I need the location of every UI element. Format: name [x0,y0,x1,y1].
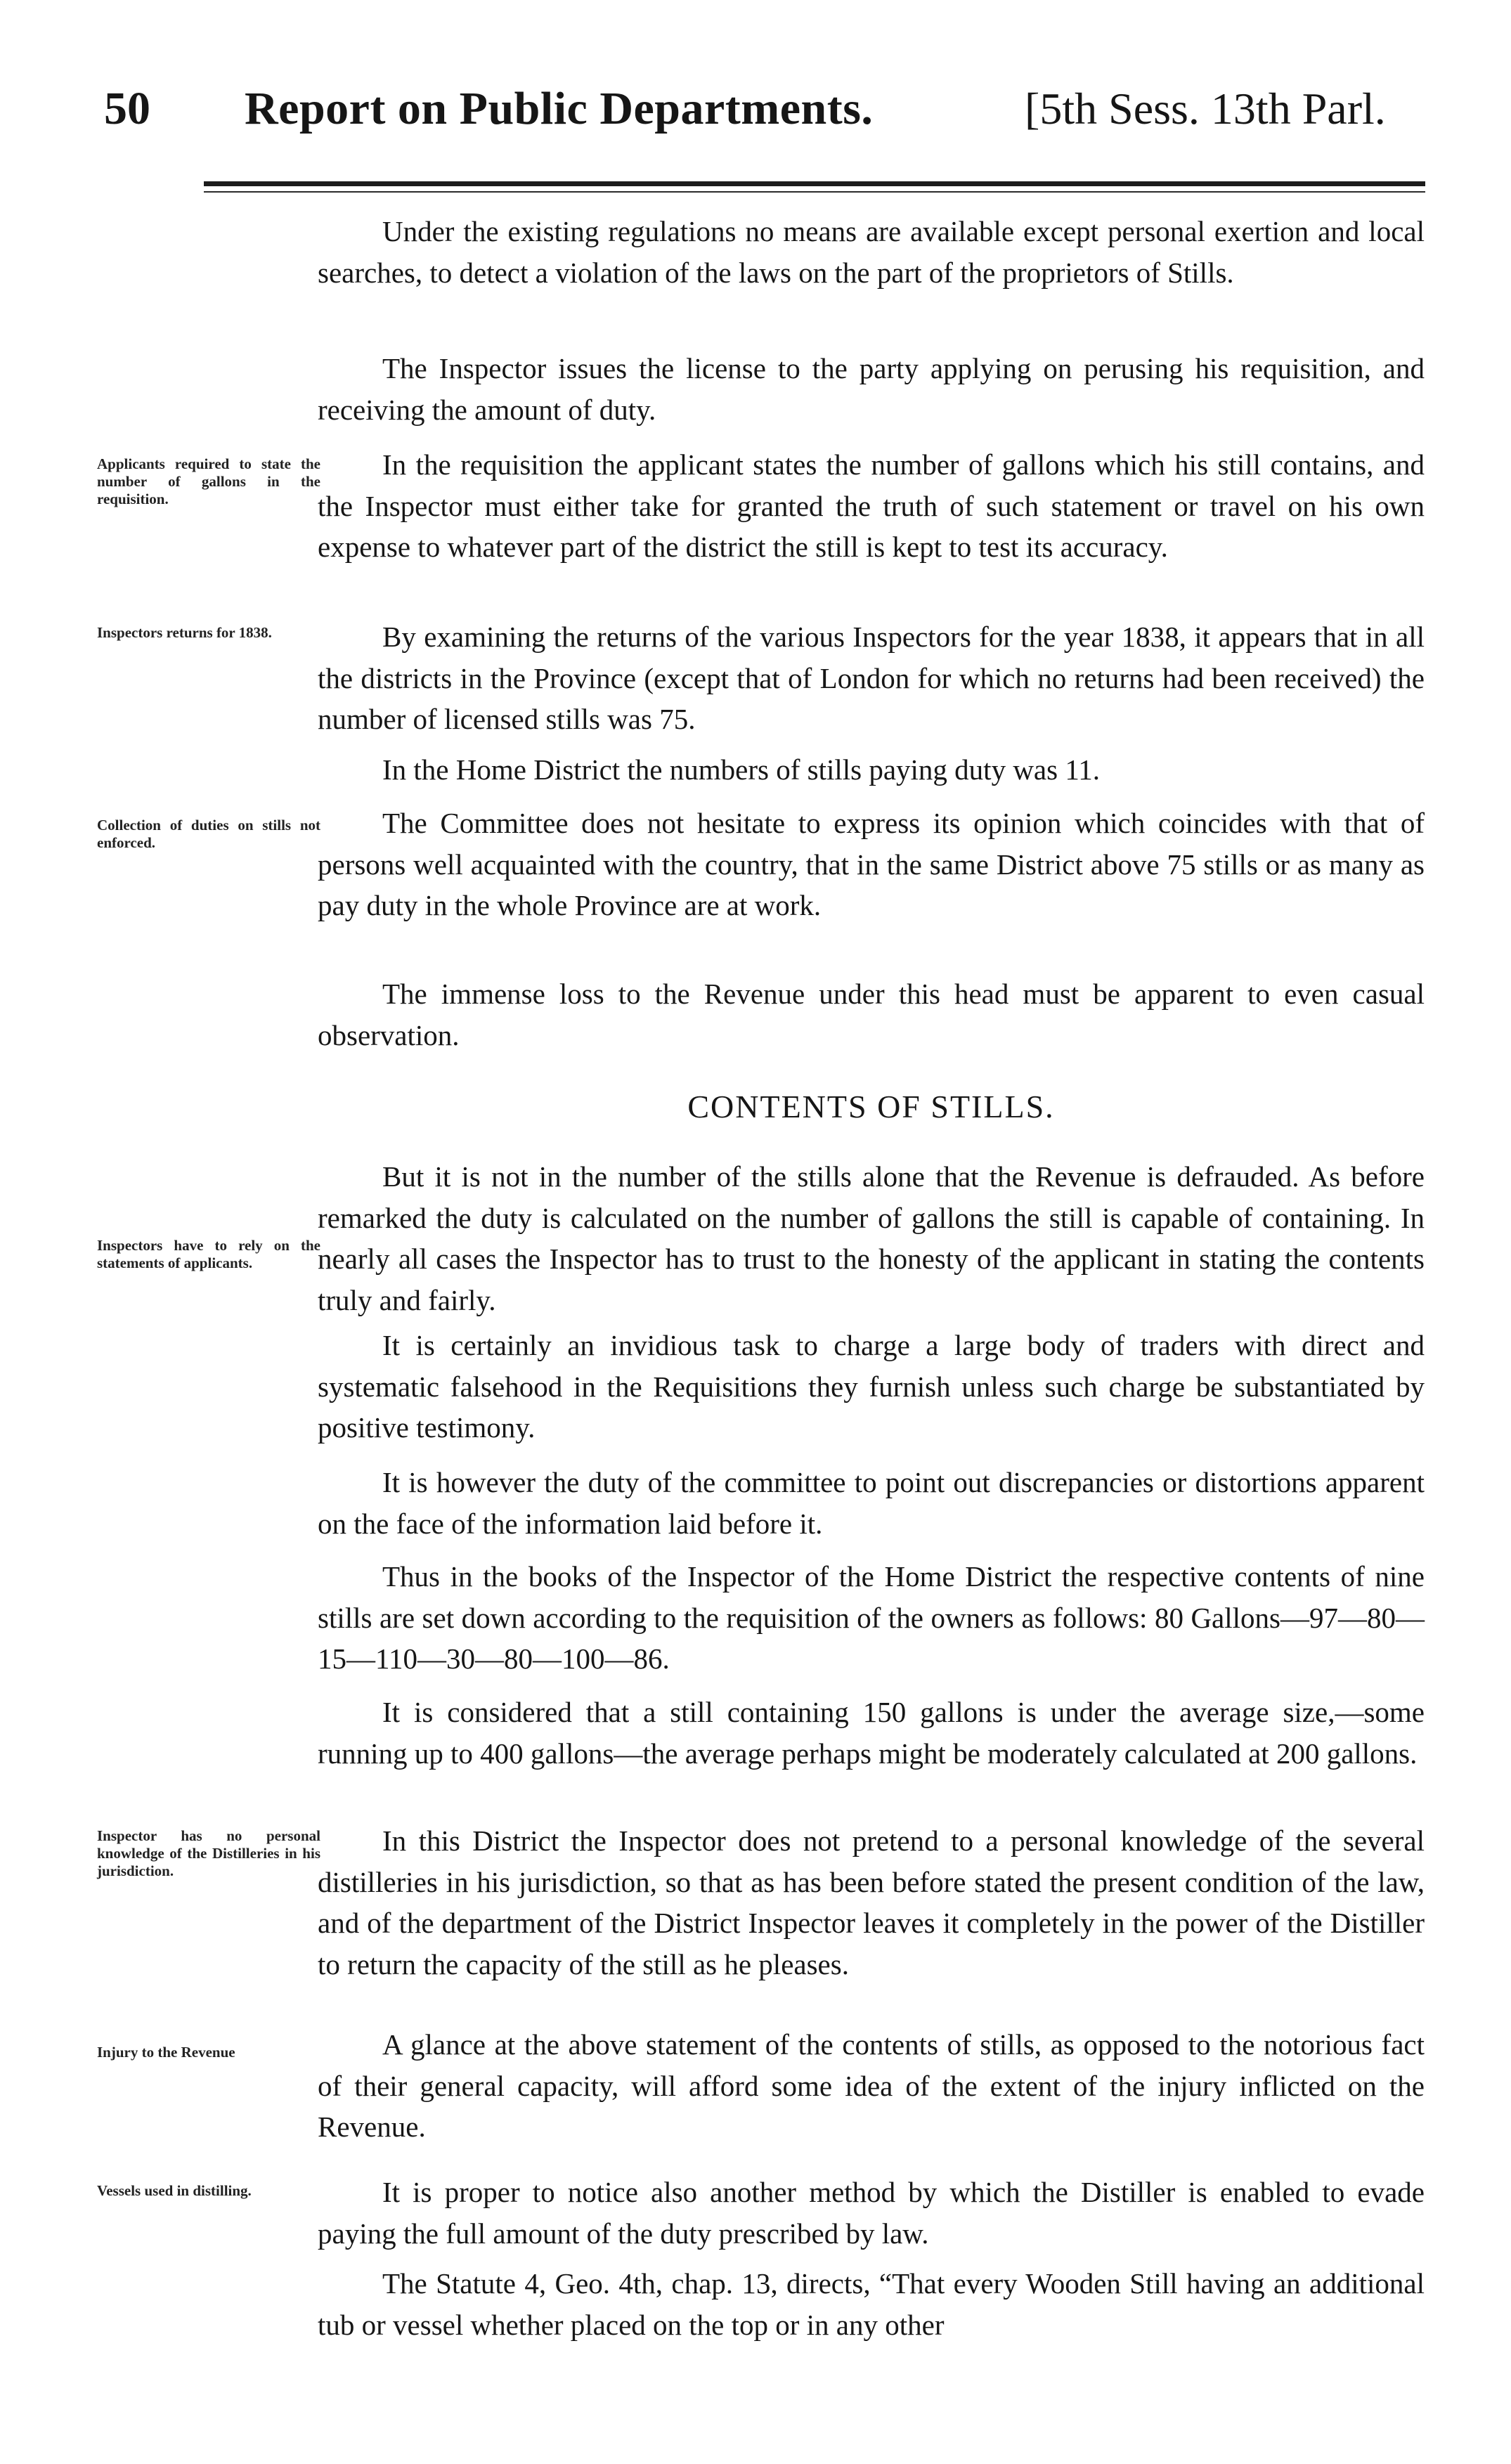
session-label: [5th Sess. 13th Parl. [1025,84,1386,134]
paragraph: Thus in the books of the Inspector of the Home District the respective contents of nine stills are set down according to the requisition of the owners as follows: 80 Gallons—97—80—15—110—30—80—100—86. [318,1560,1425,1675]
running-header [104,77,1425,141]
paragraph: In the requisition the applicant states the number of gallons which his still contains, and the Inspector must either take for granted the truth of such statement or travel on his own expense to whatever part of the district the still is kept to test its accuracy. [318,448,1425,563]
paragraph: It is proper to notice also another method by which the Distiller is enabled to evade paying the full amount of the duty prescribed by law. [318,2176,1425,2250]
paragraph: It is considered that a still containing 150 gallons is under the average size,—some running up to 400 gallons—the average perhaps might be moderately calculated at 200 gallons. [318,1696,1425,1770]
sidenote: Applicants required to state the number of gallons in the requisition. [97,455,320,507]
sidenote: Inspector has no personal knowledge of the Distilleries in his jurisdiction. [97,1827,320,1879]
paragraph: The Committee does not hesitate to express its opinion which coincides with that of persons well acquainted with the country, that in the same District above 75 stills or as many as pay duty in the whole Province are at work. [318,807,1425,921]
sidenote: Inspectors returns for 1838. [97,624,272,641]
paragraph: But it is not in the number of the stills alone that the Revenue is defrauded. As before remarked the duty is calculated on the number of gallons the still is capable of containing. In nearly all cases the Inspector has to trust to the honesty of the applicant in stating the contents truly and fairly. [318,1160,1425,1316]
sidenote: Vessels used in distilling. [97,2182,252,2199]
paragraph: A glance at the above statement of the contents of stills, as opposed to the notorious fact of their general capacity, will afford some idea of the extent of the injury inflicted on the Revenue. [318,2028,1425,2143]
header-rule-thin [204,191,1425,193]
sidenote: Inspectors have to rely on the statements of applicants. [97,1237,320,1271]
paragraph: It is however the duty of the committee to point out discrepancies or distortions apparent on the face of the information laid before it. [318,1466,1425,1540]
paragraph: It is certainly an invidious task to charge a large body of traders with direct and systematic falsehood in the Requisitions they furnish unless such charge be substantiated by positive testimony. [318,1329,1425,1444]
paragraph: In this District the Inspector does not pretend to a personal knowledge of the several distilleries in his jurisdiction, so that as has been before stated the present condition of the law, and of the department of the District Inspector leaves it completely in the power of the Distiller to return the capacity of the still as he pleases. [318,1824,1425,1980]
page-number: 50 [104,83,150,134]
section-heading: CONTENTS OF STILLS. [687,1089,1055,1124]
paragraph: Under the existing regulations no means are available except personal exertion and local searches, to detect a violation of the laws on the part of the proprietors of Stills. [318,215,1425,289]
paragraph: The Inspector issues the license to the party applying on perusing his requisition, and receiving the amount of duty. [318,352,1425,426]
paragraph: By examining the returns of the various Inspectors for the year 1838, it appears that in all the districts in the Province (except that of London for which no returns had been received) the number of licensed stills was 75. [318,621,1425,735]
header-rule-thick [204,181,1425,186]
paragraph: The Statute 4, Geo. 4th, chap. 13, directs, “That every Wooden Still having an additional tub or vessel whether placed on the top or in any other [318,2267,1425,2341]
paragraph: In the Home District the numbers of stills paying duty was 11. [382,753,1101,786]
running-title: Report on Public Departments. [245,83,874,134]
paragraph: The immense loss to the Revenue under this head must be apparent to even casual observation. [318,978,1425,1051]
sidenote: Injury to the Revenue [97,2044,235,2061]
sidenote: Collection of duties on stills not enforced. [97,817,320,851]
